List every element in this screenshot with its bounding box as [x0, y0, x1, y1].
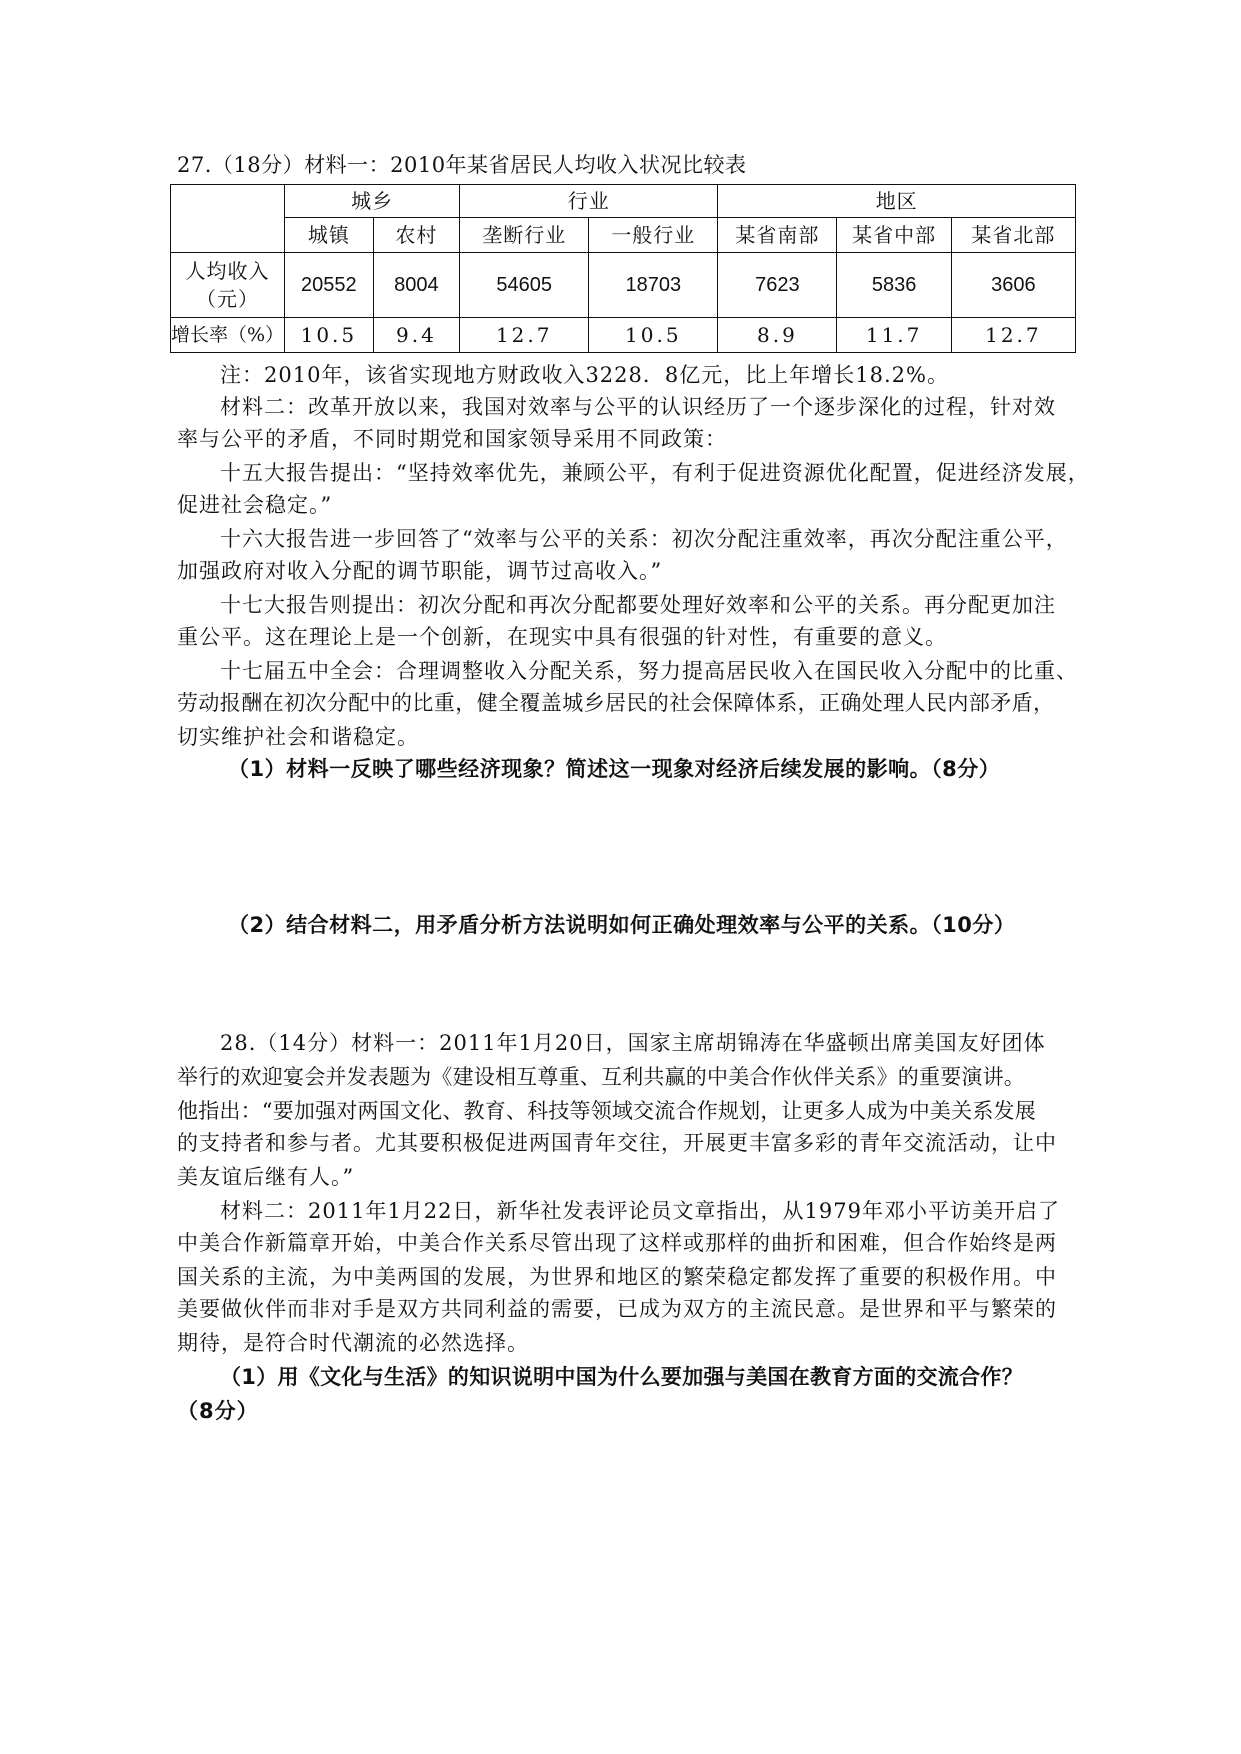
material2-line: 十五大报告提出：“坚持效率优先，兼顾公平，有利于促进资源优化配置，促进经济发展，: [220, 461, 1090, 485]
material2-line: 劳动报酬在初次分配中的比重，健全覆盖城乡居民的社会保障体系，正确处理人民内部矛盾，: [177, 691, 1055, 715]
column-header: 某省南部: [718, 218, 837, 253]
question-28-material1-line: 他指出：“要加强对两国文化、教育、科技等领域交流合作规划，让更多人成为中美关系发展: [177, 1099, 1036, 1123]
question-27-title: 27.（18分）材料一：2010年某省居民人均收入状况比较表: [177, 153, 747, 177]
table-cell: 18703: [589, 253, 718, 318]
table-row-growth: [171, 318, 1076, 353]
material2-line: 材料二：改革开放以来，我国对效率与公平的认识经历了一个逐步深化的过程，针对效: [220, 395, 1056, 419]
question-28-material1-line: 美友谊后继有人。”: [177, 1165, 355, 1189]
question-27-1: （1）材料一反映了哪些经济现象？简述这一现象对经济后续发展的影响。（8分）: [228, 757, 1001, 781]
table-cell: 54605: [460, 253, 589, 318]
question-27-2: （2）结合材料二，用矛盾分析方法说明如何正确处理效率与公平的关系。（10分）: [228, 913, 1016, 937]
table-cell: 12.7: [460, 318, 589, 353]
table-cell: 11.7: [837, 318, 951, 353]
table-cell: 3606: [951, 253, 1075, 318]
question-28-material1-line: 28.（14分）材料一：2011年1月20日，国家主席胡锦涛在华盛顿出席美国友好团体: [220, 1031, 1046, 1055]
material2-line: 率与公平的矛盾，不同时期党和国家领导采用不同政策：: [177, 427, 727, 451]
question-28-material2-line: 中美合作新篇章开始，中美合作关系尽管出现了这样或那样的曲折和困难，但合作始终是两: [177, 1231, 1057, 1255]
question-28-1: （1）用《文化与生活》的知识说明中国为什么要加强与美国在教育方面的交流合作？: [220, 1365, 1024, 1389]
group-header-industry: 行业: [460, 185, 718, 218]
column-header: 某省中部: [837, 218, 951, 253]
question-28-material2-line: 美要做伙伴而非对手是双方共同利益的需要，已成为双方的主流民意。是世界和平与繁荣的: [177, 1297, 1057, 1321]
table-cell: 5836: [837, 253, 951, 318]
material2-line: 促进社会稳定。”: [177, 493, 333, 517]
material2-line: 重公平。这在理论上是一个创新，在现实中具有很强的针对性，有重要的意义。: [177, 625, 947, 649]
table-corner-cell: [171, 185, 285, 253]
column-header: 城镇: [285, 218, 374, 253]
table-cell: 8.9: [718, 318, 837, 353]
column-header: 某省北部: [951, 218, 1075, 253]
row-label-line: （元）: [196, 287, 260, 311]
column-header: 垄断行业: [460, 218, 589, 253]
column-header: 一般行业: [589, 218, 718, 253]
row-label-income: [171, 253, 285, 318]
question-28-material2-line: 国关系的主流，为中美两国的发展，为世界和地区的繁荣稳定都发挥了重要的积极作用。中: [177, 1265, 1057, 1289]
income-comparison-table: [170, 184, 1076, 353]
question-28-1-score: （8分）: [177, 1399, 259, 1423]
table-cell: 8004: [373, 253, 459, 318]
material2-line: 十六大报告进一步回答了“效率与公平的关系：初次分配注重效率，再次分配注重公平，: [220, 527, 1068, 551]
table-cell: 10.5: [589, 318, 718, 353]
table-cell: 9.4: [373, 318, 459, 353]
table-group-header-row: [171, 185, 1076, 218]
table-column-header-row: [171, 218, 1076, 253]
row-label-growth: 增长率（%）: [171, 318, 285, 353]
table-cell: 12.7: [951, 318, 1075, 353]
material2-line: 十七大报告则提出：初次分配和再次分配都要处理好效率和公平的关系。再分配更加注: [220, 593, 1056, 617]
table-note: 注：2010年，该省实现地方财政收入3228．8亿元，比上年增长18.2%。: [220, 363, 949, 387]
table-cell: 7623: [718, 253, 837, 318]
question-28-material2-line: 期待，是符合时代潮流的必然选择。: [177, 1331, 529, 1355]
material2-line: 加强政府对收入分配的调节职能，调节过高收入。”: [177, 559, 663, 583]
row-label-line: 人均收入: [185, 259, 270, 283]
table-cell: 10.5: [285, 318, 374, 353]
material2-line: 十七届五中全会：合理调整收入分配关系，努力提高居民收入在国民收入分配中的比重、: [220, 659, 1078, 683]
group-header-urban-rural: 城乡: [285, 185, 460, 218]
column-header: 农村: [373, 218, 459, 253]
group-header-region: 地区: [718, 185, 1076, 218]
material2-line: 切实维护社会和谐稳定。: [177, 725, 419, 749]
question-28-material2-line: 材料二：2011年1月22日，新华社发表评论员文章指出，从1979年邓小平访美开启了: [220, 1199, 1060, 1223]
question-28-material1-line: 举行的欢迎宴会并发表题为《建设相互尊重、互利共赢的中美合作伙伴关系》的重要演讲。: [177, 1065, 1025, 1089]
question-28-material1-line: 的支持者和参与者。尤其要积极促进两国青年交往，开展更丰富多彩的青年交流活动，让中: [177, 1131, 1057, 1155]
table-row-income: [171, 253, 1076, 318]
table-cell: 20552: [285, 253, 374, 318]
